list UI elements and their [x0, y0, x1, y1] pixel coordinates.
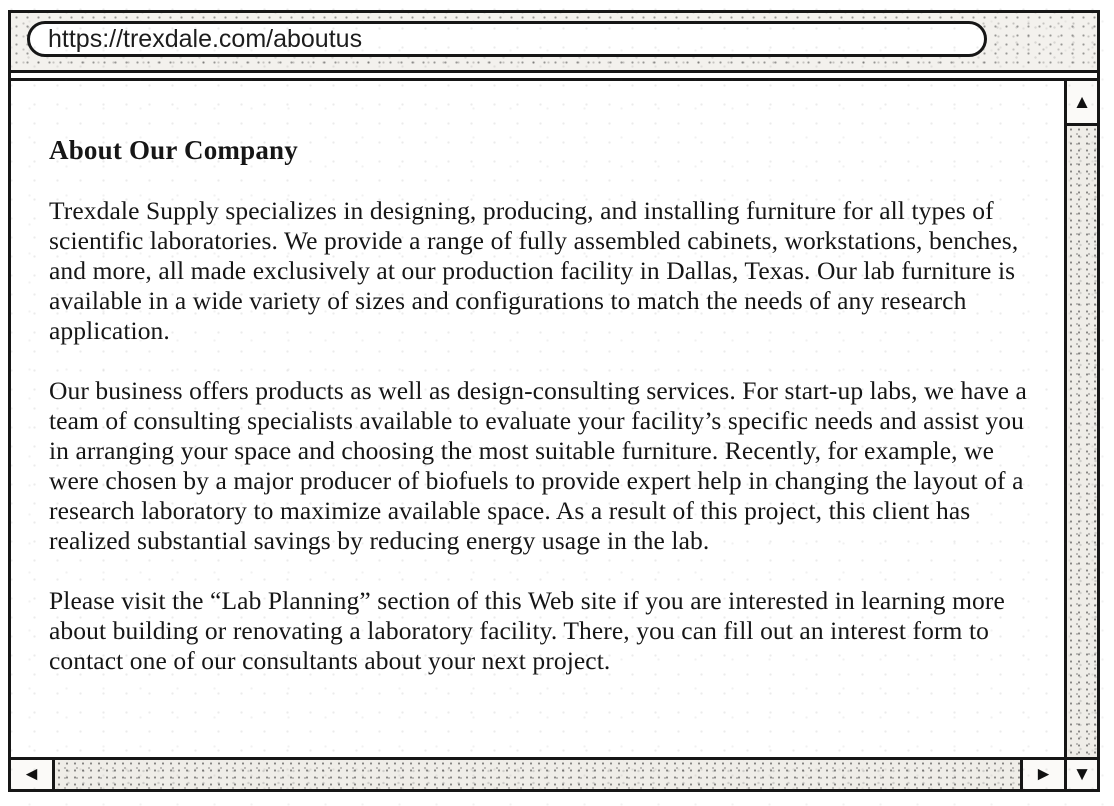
up-arrow-icon: ▲ [1072, 91, 1092, 113]
scroll-down-button[interactable] [1067, 757, 1097, 789]
vertical-scrollbar [1064, 81, 1097, 789]
horizontal-scrollbar [11, 757, 1064, 789]
content-frame [11, 78, 1097, 789]
browser-window [8, 10, 1100, 792]
scroll-up-button[interactable] [1067, 81, 1097, 126]
scroll-left-button[interactable] [11, 760, 55, 789]
paragraph-company-intro: Trexdale Supply specializes in designing, producing, and installing furniture for all types of scientific laboratories. We provide a range of fully assembled cabinets, workstations, benches, and more, all made exclusively at our production facility in Dallas, Texas. Our lab furniture is available in a wide variety of sizes and configurations to match the needs of any research application. [49, 196, 1019, 345]
down-arrow-icon: ▼ [1072, 764, 1092, 785]
vertical-scroll-track[interactable] [1067, 126, 1097, 757]
address-bar [11, 13, 1097, 73]
left-arrow-icon: ◄ [22, 764, 41, 785]
paragraph-services: Our business offers products as well as design-consulting services. For start-up labs, we have a team of consulting specialists available to evaluate your facility’s specific needs and assist you in arranging your space and choosing the most suitable furniture. Recently, for example, we were chosen by a major producer of biofuels to provide expert help in changing the layout of a research laboratory to maximize available space. As a result of this project, this client has realized substantial savings by reducing energy usage in the lab. [49, 376, 1027, 555]
page-content [11, 81, 1064, 757]
horizontal-scroll-track[interactable] [55, 760, 1020, 789]
url-input[interactable]: https://trexdale.com/aboutus [27, 21, 987, 57]
right-arrow-icon: ► [1034, 764, 1053, 785]
scroll-right-button[interactable] [1020, 760, 1064, 789]
paragraph-lab-planning: Please visit the “Lab Planning” section of this Web site if you are interested in learning more about building or renovating a laboratory facility. There, you can fill out an interest form to contact one of our consultants about your next project. [49, 586, 1005, 675]
page-title: About Our Company [49, 135, 298, 165]
